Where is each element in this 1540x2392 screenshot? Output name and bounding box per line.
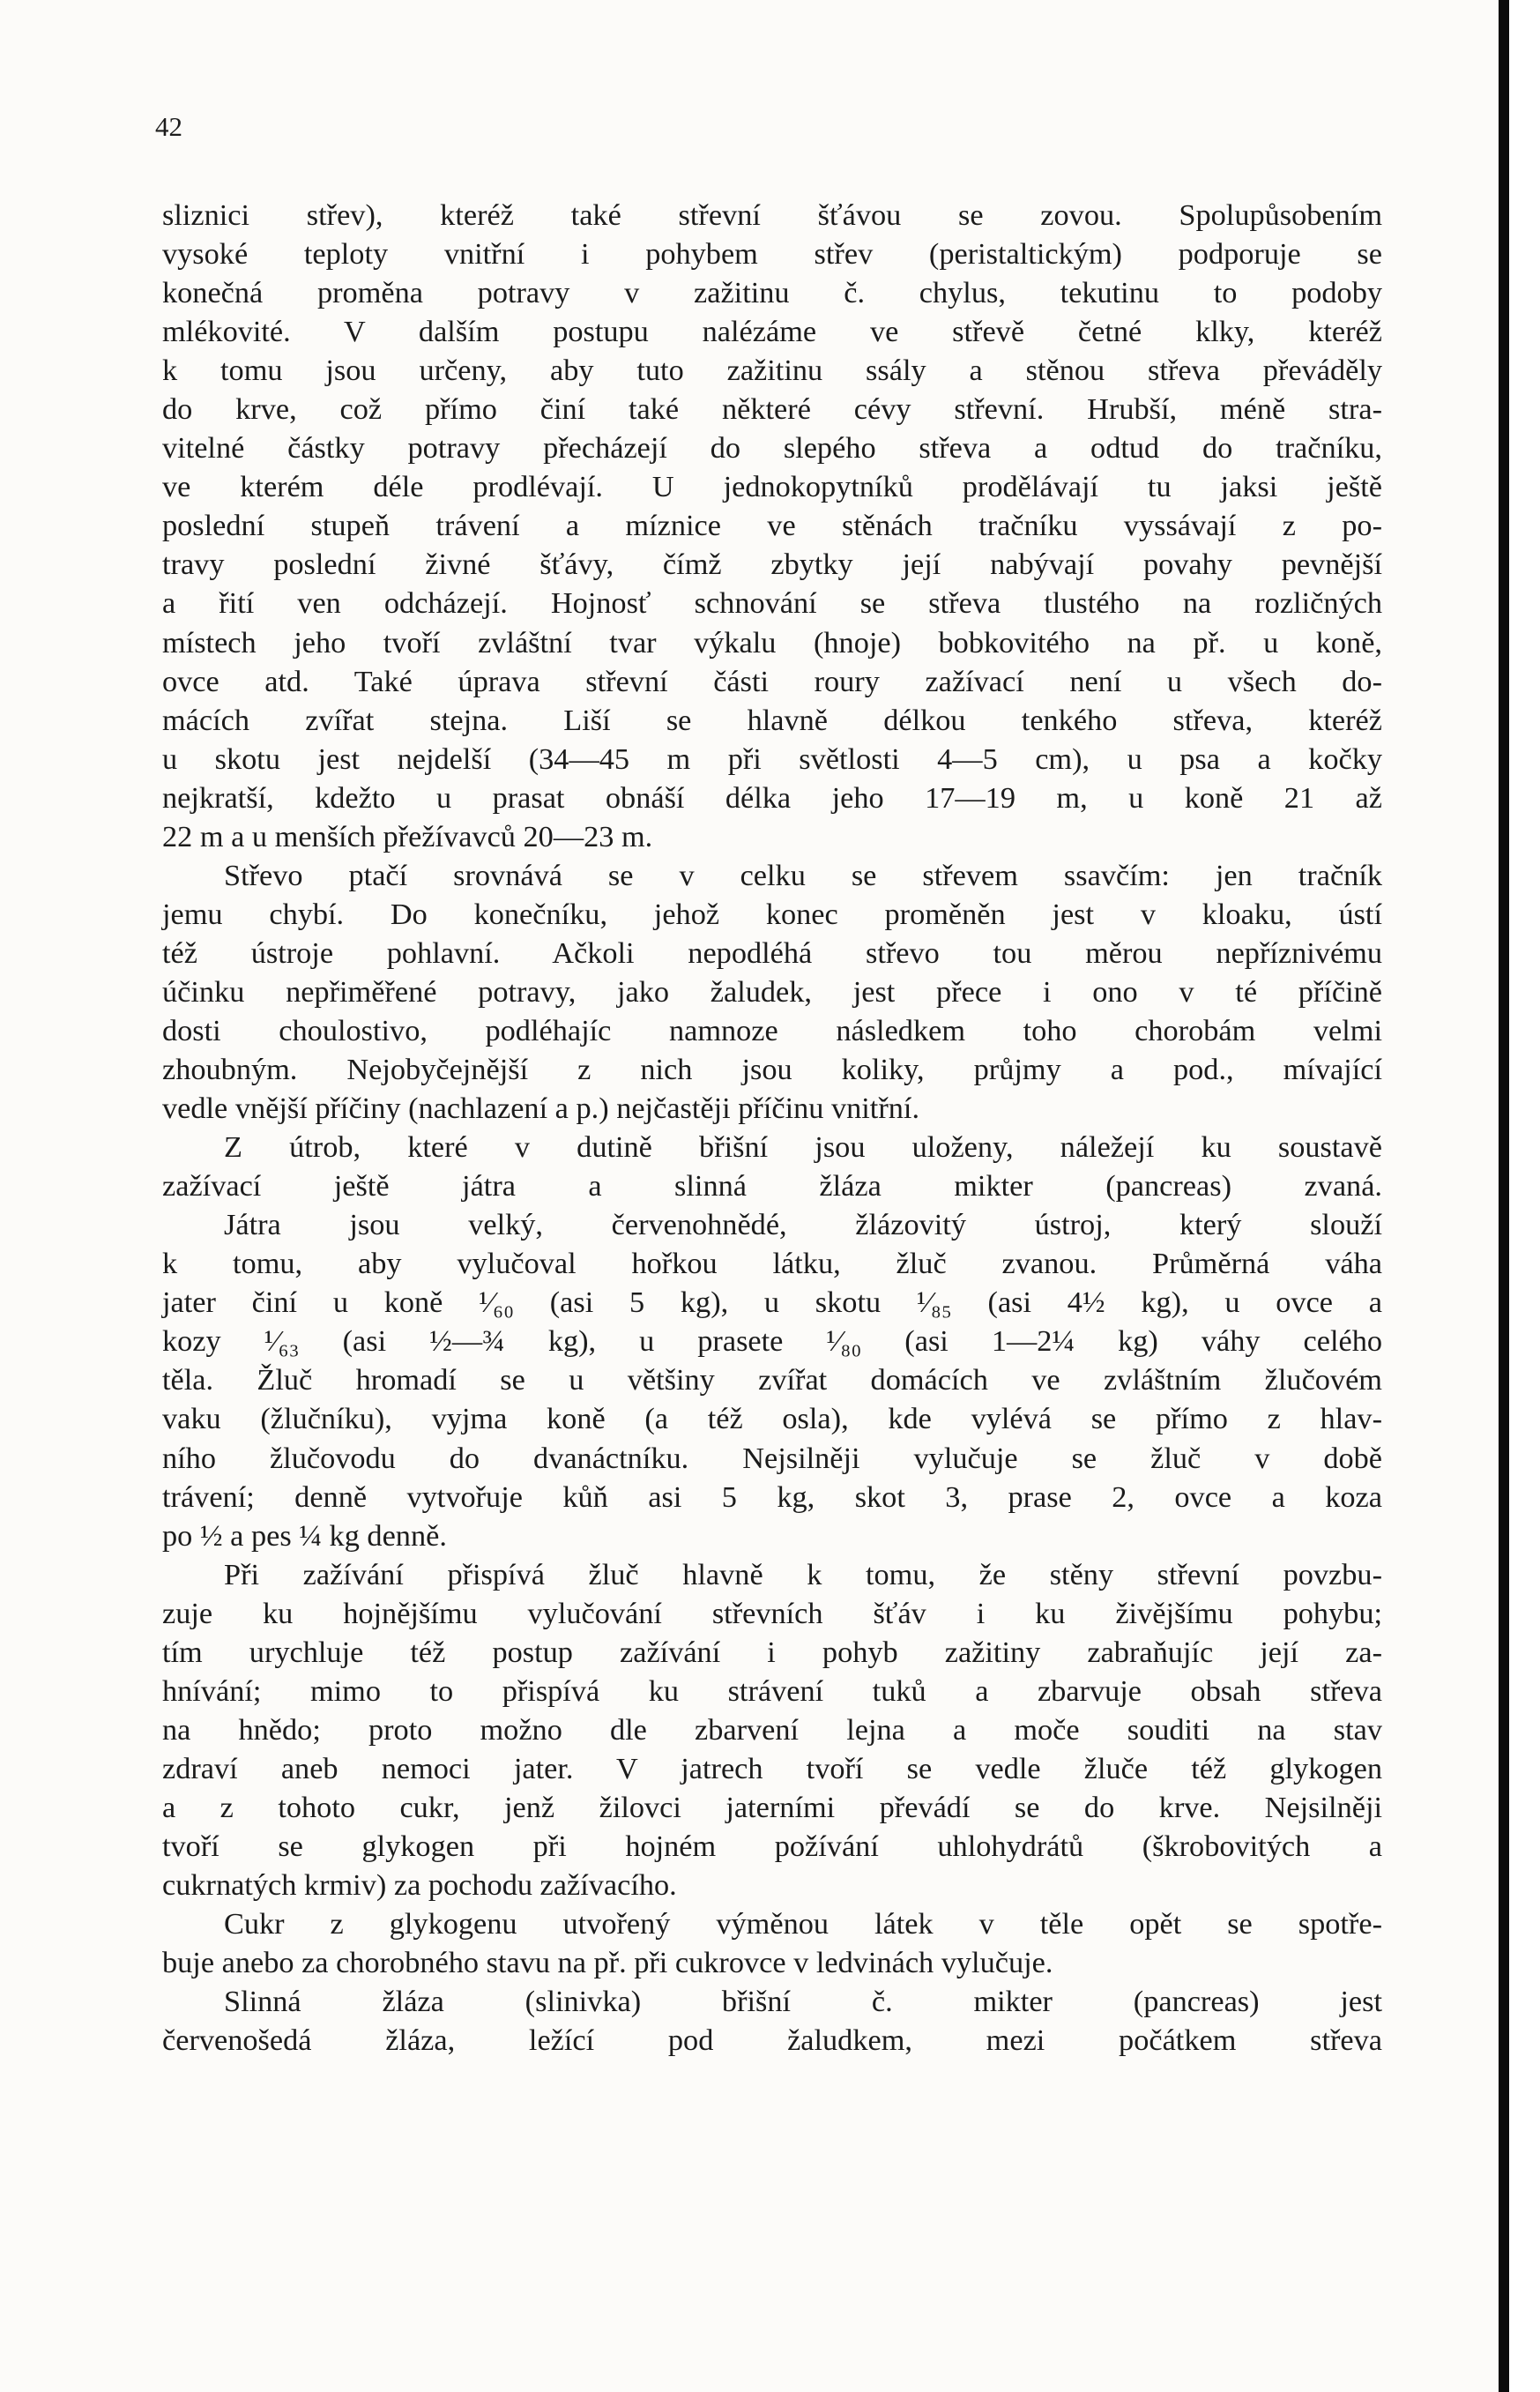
text-line: cukrnatých krmiv) za pochodu zažívacího. xyxy=(162,1868,677,1903)
text-line: dosti choulostivo, podléhajíc namnoze následkem toho chorobám velmi xyxy=(162,1013,1382,1047)
text-line: těla. Žluč hromadí se u většiny zvířat domácích ve zvláštním žlučovém xyxy=(162,1363,1382,1397)
text-line: mlékovité. V dalším postupu nalézáme ve střevě četné klky, kteréž xyxy=(162,315,1382,349)
text-line: travy poslední živné šťávy, čímž zbytky její nabývají povahy pevnější xyxy=(162,548,1382,582)
text-line: Cukr z glykogenu utvořený výměnou látek v těle opět se spotře- xyxy=(224,1907,1382,1941)
text-line: vysoké teploty vnitřní i pohybem střev (peristaltickým) podporuje se xyxy=(162,237,1382,272)
text-line: zažívací ještě játra a slinná žláza mikter (pancreas) zvaná. xyxy=(162,1169,1382,1203)
text-line: ního žlučovodu do dvanáctníku. Nejsilněji vylučuje se žluč v době xyxy=(162,1441,1382,1475)
text-line: u skotu jest nejdelší (34—45 m při světlosti 4—5 cm), u psa a kočky xyxy=(162,741,1382,776)
text-line: Játra jsou velký, červenohnědé, žlázovitý ústroj, který slouží xyxy=(224,1208,1382,1242)
text-line: zhoubným. Nejobyčejnější z nich jsou koliky, průjmy a pod., mívající xyxy=(162,1053,1382,1087)
text-line: do krve, což přímo činí také některé cévy střevní. Hrubší, méně stra- xyxy=(162,392,1382,427)
text-line: červenošedá žláza, ležící pod žaludkem, mezi počátkem střeva xyxy=(162,2023,1382,2058)
text-line: vitelné částky potravy přecházejí do slepého střeva a odtud do tračníku, xyxy=(162,431,1382,466)
text-line: a řití ven odcházejí. Hojnosť schnování se střeva tlustého na rozličných xyxy=(162,586,1382,621)
text-line: poslední stupeň trávení a míznice ve stěnách tračníku vyssávají z po- xyxy=(162,509,1382,543)
text-line: nejkratší, kdežto u prasat obnáší délka jeho 17—19 m, u koně 21 až xyxy=(162,780,1382,815)
text-line: tvoří se glykogen při hojném požívání uhlohydrátů (škrobovitých a xyxy=(162,1829,1382,1863)
body-text xyxy=(162,196,1382,2060)
text-line: tím urychluje též postup zažívání i pohyb zažitiny zabraňujíc její za- xyxy=(162,1635,1382,1669)
text-line: hnívání; mimo to přispívá ku strávení tuků a zbarvuje obsah střeva xyxy=(162,1673,1382,1708)
text-line: mácích zvířat stejna. Liší se hlavně délkou tenkého střeva, kteréž xyxy=(162,703,1382,737)
text-line: Slinná žláza (slinivka) břišní č. mikter (pancreas) jest xyxy=(224,1985,1382,2019)
text-line: jater činí u koně ¹⁄₆₀ (asi 5 kg), u skotu ¹⁄₈₅ (asi 4½ kg), u ovce a xyxy=(162,1285,1382,1320)
text-line: buje anebo za chorobného stavu na př. při cukrovce v ledvinách vylučuje. xyxy=(162,1946,1053,1980)
text-line: ve kterém déle prodlévají. U jednokopytníků prodělávají tu jaksi ještě xyxy=(162,470,1382,504)
text-line: Při zažívání přispívá žluč hlavně k tomu, že stěny střevní povzbu- xyxy=(224,1557,1382,1591)
text-line: sliznici střev), kteréž také střevní šťávou se zovou. Spolupůsobením xyxy=(162,198,1382,232)
text-line: k tomu, aby vylučoval hořkou látku, žluč zvanou. Průměrná váha xyxy=(162,1247,1382,1281)
text-line: zdraví aneb nemoci jater. V jatrech tvoří se vedle žluče též glykogen xyxy=(162,1751,1382,1785)
text-line: účinku nepřiměřené potravy, jako žaludek, jest přece i ono v té příčině xyxy=(162,974,1382,1009)
page-number: 42 xyxy=(155,111,182,142)
text-line: jemu chybí. Do konečníku, jehož konec proměněn jest v kloaku, ústí xyxy=(162,897,1382,931)
text-line: ovce atd. Také úprava střevní části roury zažívací není u všech do- xyxy=(162,664,1382,698)
scan-gutter-shadow xyxy=(1499,0,1509,2392)
text-line: Z útrob, které v dutině břišní jsou uloženy, náležejí ku soustavě xyxy=(224,1130,1382,1165)
text-line: Střevo ptačí srovnává se v celku se střevem ssavčím: jen tračník xyxy=(224,858,1382,892)
text-line: kozy ¹⁄₆₃ (asi ½—¾ kg), u prasete ¹⁄₈₀ (asi 1—2¼ kg) váhy celého xyxy=(162,1324,1382,1359)
text-line: na hnědo; proto možno dle zbarvení lejna a moče souditi na stav xyxy=(162,1712,1382,1747)
text-line: též ústroje pohlavní. Ačkoli nepodléhá střevo tou měrou nepříznivému xyxy=(162,935,1382,970)
text-line: vedle vnější příčiny (nachlazení a p.) nejčastěji příčinu vnitřní. xyxy=(162,1092,920,1126)
text-line: a z tohoto cukr, jenž žilovci jaterními převádí se do krve. Nejsilněji xyxy=(162,1790,1382,1824)
text-line: vaku (žlučníku), vyjma koně (a též osla), kde vylévá se přímo z hlav- xyxy=(162,1402,1382,1436)
text-line: k tomu jsou určeny, aby tuto zažitinu ssály a stěnou střeva převáděly xyxy=(162,354,1382,388)
text-line: 22 m a u menších přežívavců 20—23 m. xyxy=(162,819,653,853)
text-line: zuje ku hojnějšímu vylučování střevních šťáv i ku živějšímu pohybu; xyxy=(162,1596,1382,1630)
text-line: místech jeho tvoří zvláštní tvar výkalu (hnoje) bobkovitého na př. u koně, xyxy=(162,625,1382,659)
text-line: po ½ a pes ¼ kg denně. xyxy=(162,1518,447,1553)
text-line: trávení; denně vytvořuje kůň asi 5 kg, skot 3, prase 2, ovce a koza xyxy=(162,1479,1382,1514)
text-line: konečná proměna potravy v zažitinu č. chylus, tekutinu to podoby xyxy=(162,276,1382,310)
